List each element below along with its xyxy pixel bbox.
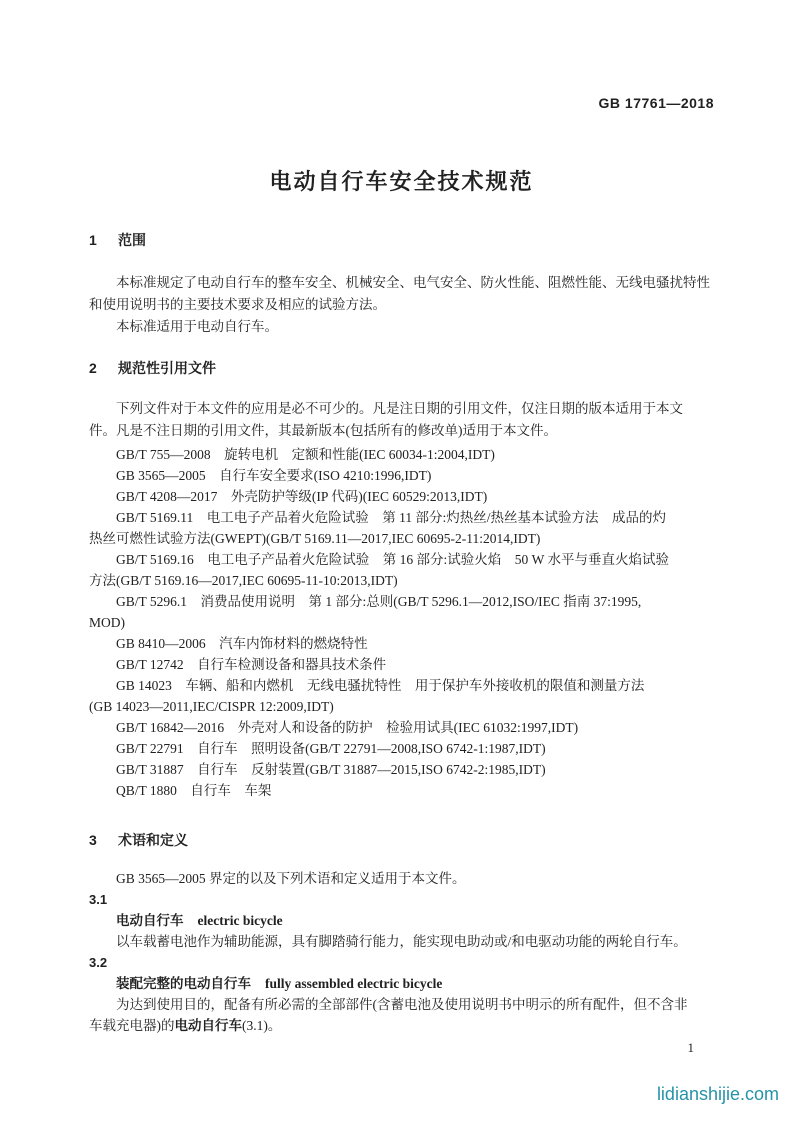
reference-line: GB 14023 车辆、船和内燃机 无线电骚扰特性 用于保护车外接收机的限值和测量方法 [116, 678, 645, 693]
watermark: lidianshijie.com [656, 1084, 779, 1104]
reference-line: GB/T 22791 自行车 照明设备(GB/T 22791—2008,ISO 6742-1:1987,IDT) [116, 741, 546, 756]
term-name-en: electric bicycle [197, 913, 283, 928]
body-line: 本标准规定了电动自行车的整车安全、机械安全、电气安全、防火性能、阻燃性能、无线电骚扰特性 [116, 275, 710, 290]
section-title: 范围 [118, 232, 146, 248]
reference-line: GB/T 5296.1 消费品使用说明 第 1 部分:总则(GB/T 5296.1—2012,ISO/IEC 指南 37:1995, [116, 594, 642, 609]
term-heading [89, 910, 714, 931]
page-content [89, 0, 714, 1036]
reference-line: GB/T 31887 自行车 反射装置(GB/T 31887—2015,ISO 6742-2:1985,IDT) [116, 762, 546, 777]
clause-number: 3.2 [89, 955, 108, 970]
body-line: 下列文件对于本文件的应用是必不可少的。凡是注日期的引用文件，仅注日期的版本适用于本文 [116, 401, 683, 416]
reference-line: GB/T 16842—2016 外壳对人和设备的防护 检验用试具(IEC 61032:1997,IDT) [116, 720, 579, 735]
term-reference: 电动自行车 [174, 1018, 242, 1033]
clause-number: 3.1 [89, 892, 108, 907]
body-line: 件。凡是不注日期的引用文件，其最新版本(包括所有的修改单)适用于本文件。 [89, 423, 557, 438]
term-name-cn: 装配完整的电动自行车 [116, 976, 251, 991]
reference-line: GB/T 12742 自行车检测设备和器具技术条件 [116, 657, 387, 672]
section-3-heading [89, 830, 714, 850]
reference-line: GB 8410—2006 汽车内饰材料的燃烧特性 [116, 636, 368, 651]
reference-line: 热丝可燃性试验方法(GWEPT)(GB/T 5169.11—2017,IEC 60695-2-11:2014,IDT) [89, 531, 541, 546]
term-name-cn: 电动自行车 [116, 913, 184, 928]
reference-line: GB/T 5169.16 电工电子产品着火危险试验 第 16 部分:试验火焰 50 W 水平与垂直火焰试验 [116, 552, 670, 567]
section-title: 术语和定义 [118, 832, 188, 848]
reference-line: MOD) [89, 615, 125, 630]
definition-line: 以车载蓄电池作为辅助能源，具有脚踏骑行能力，能实现电助动或/和电驱动功能的两轮自行车。 [116, 934, 687, 949]
reference-line: (GB 14023—2011,IEC/CISPR 12:2009,IDT) [89, 699, 334, 714]
reference-list [89, 444, 714, 801]
definition-line: 为达到使用目的，配备有所必需的全部部件(含蓄电池及使用说明书中明示的所有配件，但不含非 [116, 997, 688, 1012]
reference-line: GB/T 4208—2017 外壳防护等级(IP 代码)(IEC 60529:2013,IDT) [116, 489, 488, 504]
document-title: 电动自行车安全技术规范 [269, 169, 534, 194]
reference-line: 方法(GB/T 5169.16—2017,IEC 60695-11-10:2013,IDT) [89, 573, 398, 588]
references-intro [89, 398, 714, 442]
section-number: 2 [89, 360, 97, 376]
body-line: 本标准适用于电动自行车。 [116, 319, 278, 334]
section-1-heading [89, 230, 714, 250]
reference-line: GB 3565—2005 自行车安全要求(ISO 4210:1996,IDT) [116, 468, 432, 483]
standard-number: GB 17761—2018 [598, 95, 714, 111]
page-number: 1 [687, 1040, 694, 1055]
section-title: 规范性引用文件 [118, 360, 216, 376]
section-2-heading [89, 358, 714, 378]
definition-text: (3.1)。 [242, 1018, 282, 1033]
term-heading [89, 973, 714, 994]
body-line: 和使用说明书的主要技术要求及相应的试验方法。 [89, 297, 386, 312]
reference-line: GB/T 755—2008 旋转电机 定额和性能(IEC 60034-1:2004,IDT) [116, 447, 495, 462]
body-line: GB 3565—2005 界定的以及下列术语和定义适用于本文件。 [116, 871, 466, 886]
term-name-en: fully assembled electric bicycle [265, 976, 443, 991]
terms-block [89, 868, 714, 1036]
section-number: 3 [89, 832, 97, 848]
section-number: 1 [89, 232, 97, 248]
scope-paragraphs [89, 272, 714, 338]
definition-line [89, 1015, 714, 1036]
definition-text: 车载充电器)的 [89, 1018, 175, 1033]
reference-line: QB/T 1880 自行车 车架 [116, 783, 272, 798]
reference-line: GB/T 5169.11 电工电子产品着火危险试验 第 11 部分:灼热丝/热丝基本试验方法 成品的灼 [116, 510, 667, 525]
